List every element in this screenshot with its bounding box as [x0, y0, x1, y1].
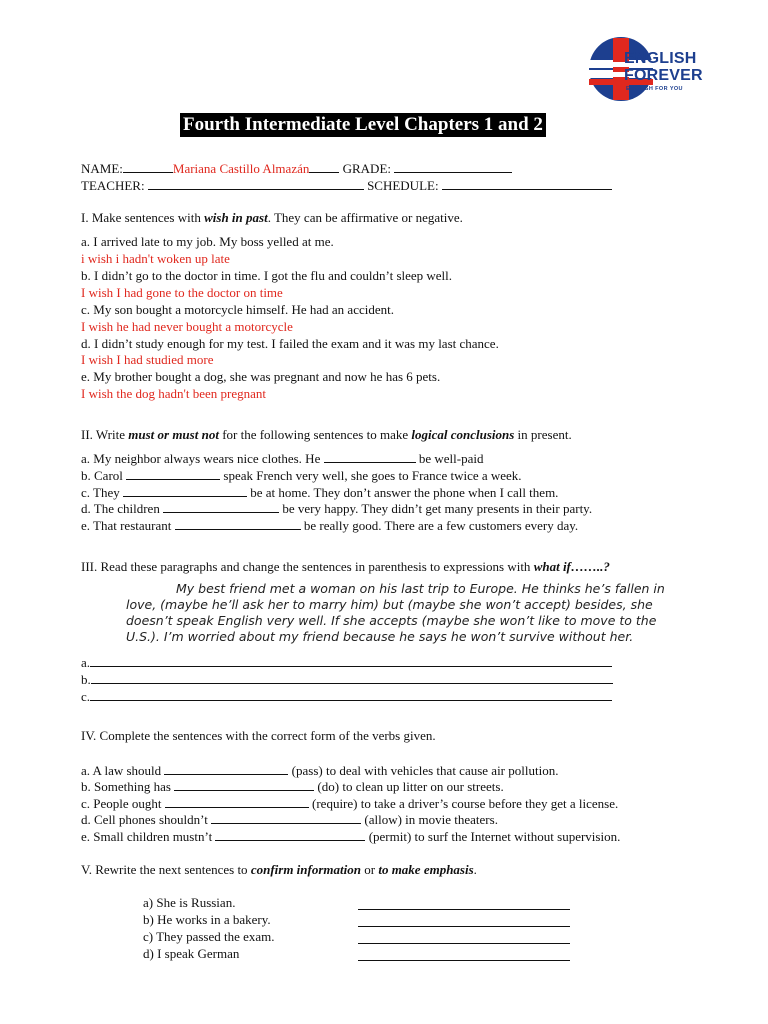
s2-blank-d[interactable] — [163, 500, 279, 513]
s3-blank-b[interactable] — [91, 671, 613, 684]
s3-paragraph-line-1: My best friend met a woman on his last trip to Europe. He thinks he’s fallen in — [176, 581, 665, 596]
teacher-field[interactable] — [148, 177, 364, 190]
s5-blank-c[interactable] — [358, 931, 570, 944]
teacher-label: TEACHER: — [81, 178, 145, 193]
s2-blank-c[interactable] — [123, 484, 247, 497]
s1-question-c: c. My son bought a motorcycle himself. He had an accident. — [81, 302, 394, 317]
s3-paragraph-line-2: love, (maybe he’ll ask her to marry him) but (maybe she won’t accept) besides, she — [126, 597, 653, 612]
s5-item-b: b) He works in a bakery. — [143, 912, 271, 927]
s4-blank-a[interactable] — [164, 762, 288, 775]
s4-blank-d[interactable] — [211, 811, 361, 824]
s1-question-b: b. I didn’t go to the doctor in time. I got the flu and couldn’t sleep well. — [81, 268, 453, 283]
logo-line1: ENGLISH — [624, 50, 697, 67]
s4-item-b: b. Something has (do) to clean up litter on our streets. — [81, 779, 504, 794]
s2-item-b: b. Carol speak French very well, she goes to France twice a week. — [81, 468, 522, 483]
s1-question-a: a. I arrived late to my job. My boss yelled at me. — [81, 234, 334, 249]
s1-answer-c[interactable]: I wish he had never bought a motorcycle — [81, 319, 293, 334]
name-label: NAME: — [81, 161, 123, 176]
s5-item-c: c) They passed the exam. — [143, 929, 275, 944]
s3-blank-c[interactable] — [90, 688, 612, 701]
name-row — [81, 160, 512, 177]
s4-blank-e[interactable] — [215, 828, 365, 841]
logo-line2: FOREVER — [624, 67, 703, 84]
s2-blank-e[interactable] — [175, 517, 301, 530]
s2-item-c: c. They be at home. They don’t answer the phone when I call them. — [81, 485, 559, 500]
s4-blank-c[interactable] — [165, 795, 309, 808]
s2-blank-a[interactable] — [324, 450, 416, 463]
s5-blank-a[interactable] — [358, 897, 570, 910]
grade-field[interactable] — [394, 160, 512, 173]
grade-label: GRADE: — [342, 161, 391, 176]
s3-answer-c: c. — [81, 688, 612, 705]
section-2-heading: II. Write must or must not for the following sentences to make logical conclusions in present. — [81, 427, 572, 442]
schedule-field[interactable] — [442, 177, 612, 190]
s4-item-e: e. Small children mustn’t (permit) to surf the Internet without supervision. — [81, 829, 621, 844]
s1-question-e: e. My brother bought a dog, she was pregnant and now he has 6 pets. — [81, 369, 441, 384]
s5-blank-d[interactable] — [358, 948, 570, 961]
s4-blank-b[interactable] — [174, 778, 314, 791]
s1-question-d: d. I didn’t study enough for my test. I failed the exam and it was my last chance. — [81, 336, 499, 351]
s4-item-c: c. People ought (require) to take a driver’s course before they get a license. — [81, 796, 619, 811]
s2-item-d: d. The children be very happy. They didn’t get many presents in their party. — [81, 501, 593, 516]
section-1-heading: I. Make sentences with wish in past. They can be affirmative or negative. — [81, 210, 463, 225]
s4-item-a: a. A law should (pass) to deal with vehicles that cause air pollution. — [81, 763, 559, 778]
s3-paragraph-line-3: doesn’t speak English very well. If she accepts (maybe she won’t like to move to the — [126, 613, 657, 628]
schedule-label: SCHEDULE: — [367, 178, 439, 193]
section-4-heading: IV. Complete the sentences with the correct form of the verbs given. — [81, 728, 436, 743]
s2-blank-b[interactable] — [126, 467, 220, 480]
s1-answer-d[interactable]: I wish I had studied more — [81, 352, 214, 367]
teacher-row — [81, 177, 612, 194]
logo-tagline: ENGLISH FOR YOU — [626, 86, 683, 92]
section-3-heading: III. Read these paragraphs and change the sentences in parenthesis to expressions with what if……..? — [81, 559, 610, 574]
s2-item-a: a. My neighbor always wears nice clothes. He be well-paid — [81, 451, 484, 466]
s3-paragraph-line-4: U.S.). I’m worried about my friend because he says he won’t survive without her. — [126, 629, 634, 644]
s1-answer-a[interactable]: i wish i hadn't woken up late — [81, 251, 230, 266]
s2-item-e: e. That restaurant be really good. There are a few customers every day. — [81, 518, 579, 533]
s3-answer-a: a. — [81, 654, 612, 671]
s5-item-d: d) I speak German — [143, 946, 240, 961]
s5-blank-b[interactable] — [358, 914, 570, 927]
section-5-heading: V. Rewrite the next sentences to confirm information or to make emphasis. — [81, 862, 477, 877]
s1-answer-e[interactable]: I wish the dog hadn't been pregnant — [81, 386, 267, 401]
s5-item-a: a) She is Russian. — [143, 895, 236, 910]
s3-answer-b: b. — [81, 671, 613, 688]
name-value[interactable]: Mariana Castillo Almazán — [172, 161, 310, 176]
s3-blank-a[interactable] — [90, 654, 612, 667]
s1-answer-b[interactable]: I wish I had gone to the doctor on time — [81, 285, 283, 300]
page-title: Fourth Intermediate Level Chapters 1 and 2 — [180, 113, 546, 137]
s4-item-d: d. Cell phones shouldn’t (allow) in movie theaters. — [81, 812, 498, 827]
